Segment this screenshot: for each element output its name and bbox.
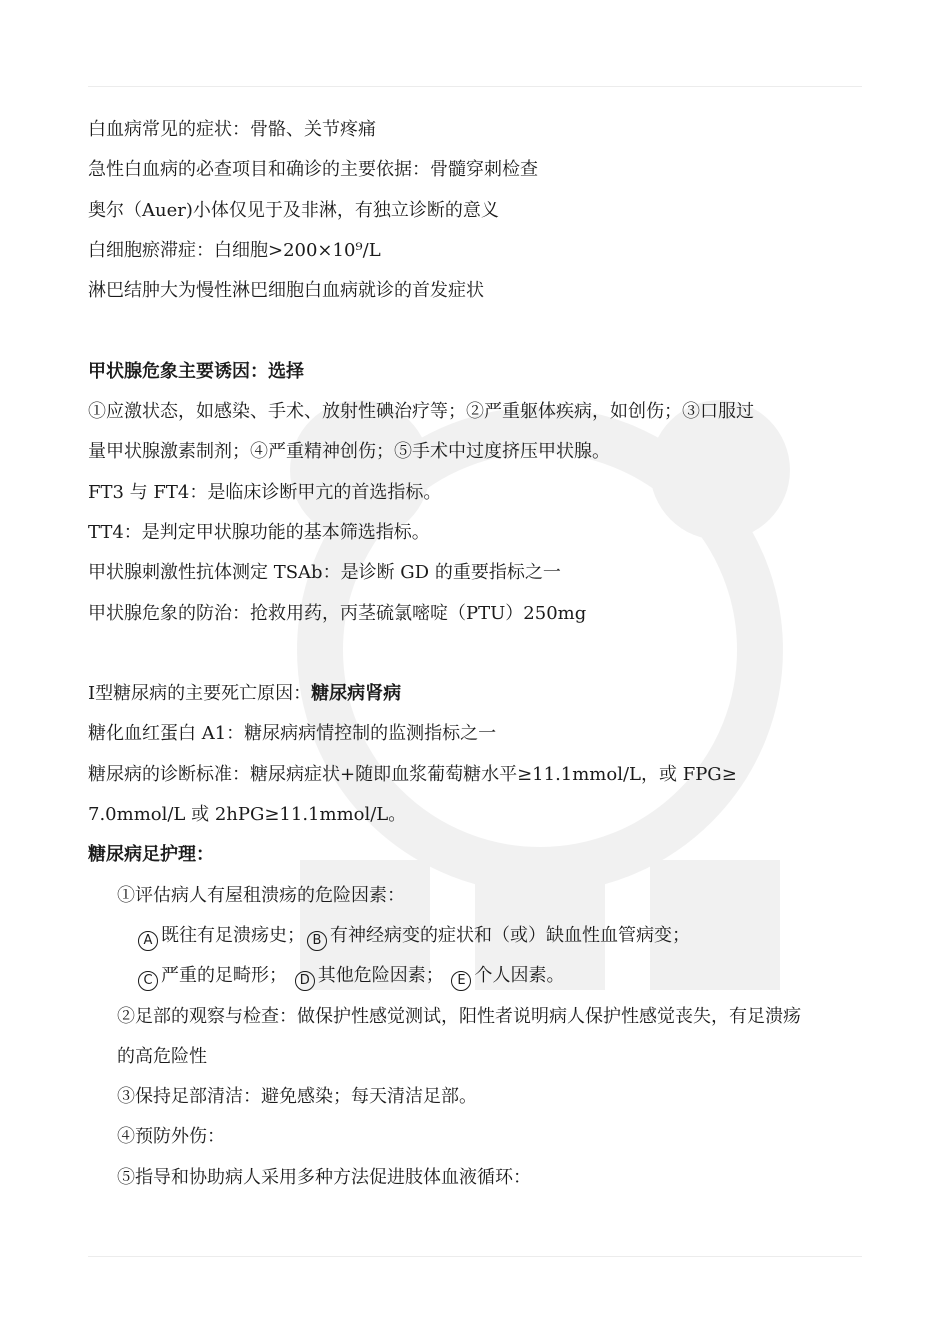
section-gap <box>88 634 908 674</box>
circled-e-icon: E <box>451 971 471 991</box>
risk-e-text: 个人因素。 <box>474 965 565 987</box>
foot-item-2b: 的高危险性 <box>117 1045 207 1067</box>
circled-d-icon: D <box>295 971 315 991</box>
thyroid-heading: 甲状腺危象主要诱因：选择 <box>88 360 304 382</box>
risk-a-text: 既往有足溃疡史； <box>161 924 305 946</box>
leukemia-line-1: 白血病常见的症状：骨骼、关节疼痛 <box>88 119 376 140</box>
foot-care-heading: 糖尿病足护理： <box>88 844 214 866</box>
leukemia-line-5: 淋巴结肿大为慢性淋巴细胞白血病就诊的首发症状 <box>88 280 484 302</box>
thyroid-line-4: TT4：是判定甲状腺功能的基本筛选指标。 <box>88 521 430 543</box>
thyroid-line-5: 甲状腺刺激性抗体测定 TSAb：是诊断 GD 的重要指标之一 <box>88 562 561 584</box>
risk-d-text: 其他危险因素； <box>317 965 444 987</box>
diabetes-death-cause-label: Ⅰ型糖尿病的主要死亡原因： <box>88 683 312 705</box>
diabetes-line-2: 糖尿病的诊断标准：糖尿病症状+随即血浆葡萄糖水平≥11.1mmol/L，或 FPG≥ <box>88 763 737 785</box>
document-body <box>88 110 908 1198</box>
foot-item-3: ③保持足部清洁：避免感染；每天清洁足部。 <box>117 1086 477 1108</box>
risk-b-text: 有神经病变的症状和（或）缺血性血管病变； <box>330 924 690 946</box>
thyroid-line-2: 量甲状腺激素制剂；④严重精神创伤；⑤手术中过度挤压甲状腺。 <box>88 441 610 463</box>
thyroid-line-1: ①应激状态，如感染、手术、放射性碘治疗等；②严重躯体疾病，如创伤；③口服过 <box>88 401 754 423</box>
foot-item-4: ④预防外伤： <box>117 1126 225 1148</box>
section-gap <box>88 311 908 351</box>
leukemia-line-4: 白细胞瘀滞症：白细胞>200×10⁹/L <box>88 239 381 261</box>
footer-rule <box>88 1256 862 1257</box>
foot-item-1: ①评估病人有屋租溃疡的危险因素： <box>117 884 405 906</box>
risk-factors-line-1 <box>88 916 908 956</box>
header-rule <box>88 86 862 87</box>
diabetes-line-3: 7.0mmol/L 或 2hPG≥11.1mmol/L。 <box>88 804 407 826</box>
foot-item-2a: ②足部的观察与检查：做保护性感觉测试，阳性者说明病人保护性感觉丧失，有足溃疡 <box>117 1005 801 1027</box>
circled-b-icon: B <box>307 931 327 951</box>
diabetes-line-1: 糖化血红蛋白 A1：糖尿病病情控制的监测指标之一 <box>88 723 497 745</box>
foot-item-5: ⑤指导和协助病人采用多种方法促进肢体血液循环： <box>117 1166 531 1188</box>
risk-c-text: 严重的足畸形； <box>161 965 287 987</box>
circled-a-icon: A <box>138 931 158 951</box>
diabetes-death-cause <box>88 674 908 714</box>
leukemia-line-3: 奥尔（Auer)小体仅见于及非淋，有独立诊断的意义 <box>88 199 499 221</box>
thyroid-line-3: FT3 与 FT4：是临床诊断甲亢的首选指标。 <box>88 481 442 503</box>
leukemia-line-2: 急性白血病的必查项目和确诊的主要依据：骨髓穿刺检查 <box>88 159 538 181</box>
circled-c-icon: C <box>138 971 158 991</box>
risk-factors-line-2 <box>88 956 908 996</box>
diabetes-death-cause-value: 糖尿病肾病 <box>311 683 402 705</box>
thyroid-line-6: 甲状腺危象的防治：抢救用药，丙茎硫氯嘧啶（PTU）250mg <box>88 602 587 624</box>
